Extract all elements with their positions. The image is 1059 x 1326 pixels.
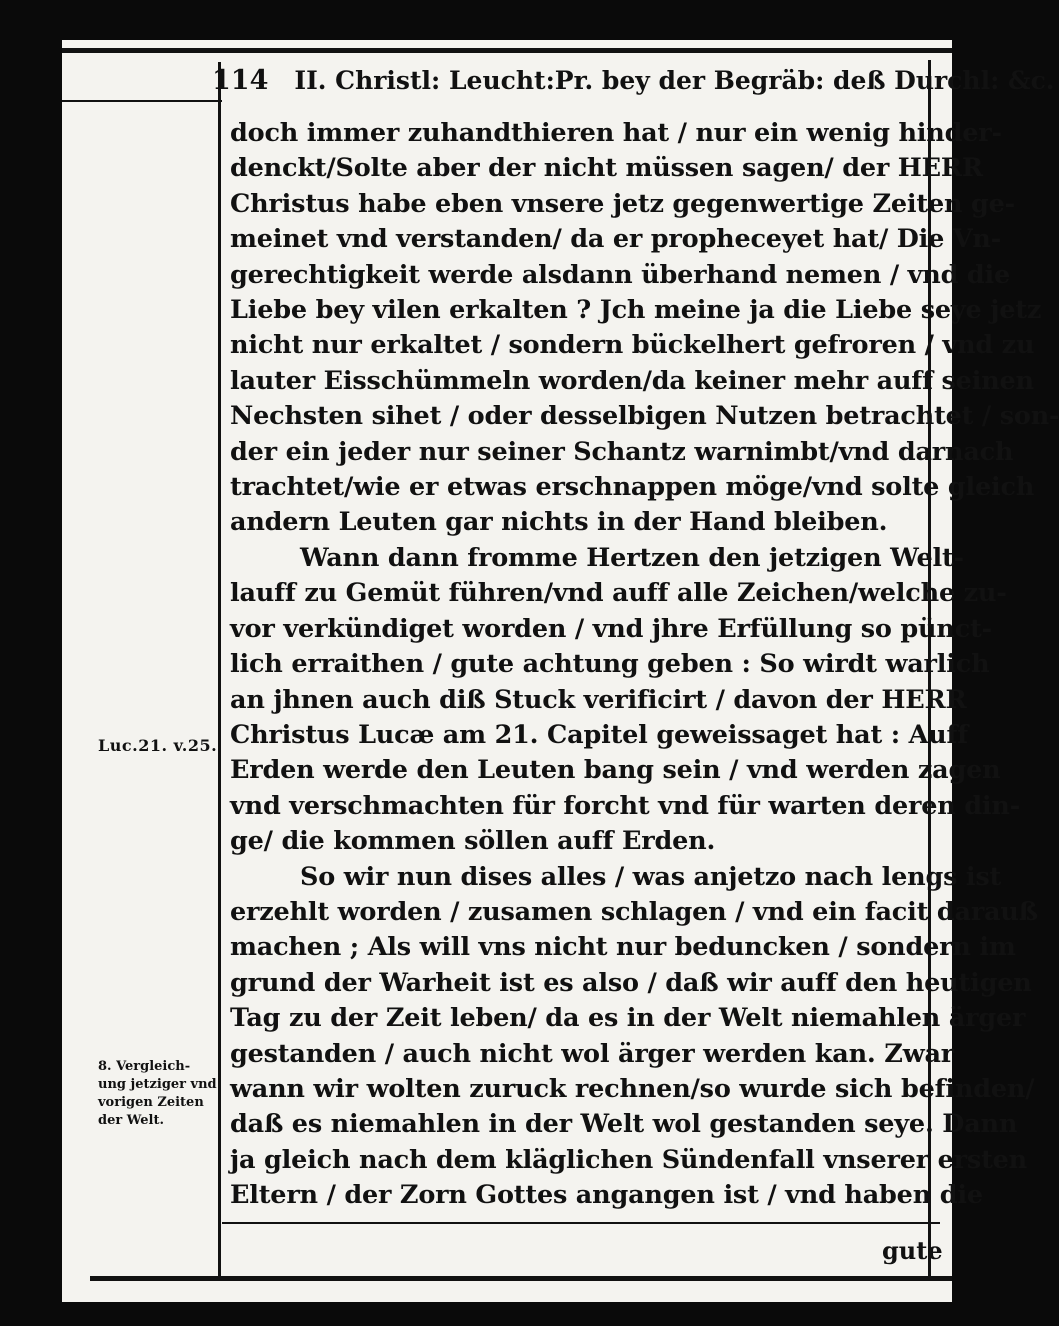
text-line: doch immer zuhandthieren hat / nur ein wenig hinder- bbox=[230, 118, 1002, 148]
text-line: nicht nur erkaltet / sondern bückelhert gefroren / vnd zu bbox=[230, 330, 1035, 361]
text-line: lich erraithen / gute achtung geben : So wirdt warlich bbox=[230, 649, 990, 680]
text-line: Tag zu der Zeit leben/ da es in der Welt niemahlen ärger bbox=[230, 1003, 1026, 1034]
text-line: ge/ die kommen söllen auff Erden. bbox=[230, 826, 716, 857]
book-page bbox=[62, 40, 1059, 1302]
running-header bbox=[212, 60, 1055, 100]
text-line: trachtet/wie er etwas erschnappen möge/vnd solte gleich bbox=[230, 472, 1035, 503]
text-line: der ein jeder nur seiner Schantz warnimbt/vnd darnach bbox=[230, 436, 1014, 467]
text-line: Christus Lucæ am 21. Capitel geweissaget hat : Auff bbox=[230, 719, 969, 750]
paragraph-start: Wann dann fromme Hertzen den jetzigen Welt- bbox=[300, 542, 964, 573]
text-line: lauter Eisschümmeln worden/da keiner mehr auff seinen bbox=[230, 365, 1034, 396]
margin-header-rule bbox=[62, 100, 222, 102]
text-line: gerechtigkeit werde alsdann überhand nemen / vnd die bbox=[230, 259, 1011, 290]
running-title: II. Christl: Leucht:Pr. bey der Begräb: deß Durchl: &c. bbox=[294, 65, 1055, 95]
text-line: grund der Warheit ist es also / daß wir auff den heutigen bbox=[230, 967, 1032, 998]
margin-section-note: 8. Vergleich- ung jetziger vnd vorigen Zeiten der Welt. bbox=[98, 1059, 217, 1128]
text-line: machen ; Als will vns nicht nur beduncken / sondern im bbox=[230, 932, 1016, 963]
text-line: lauff zu Gemüt führen/vnd auff alle Zeichen/welche zu- bbox=[230, 578, 1007, 609]
bottom-rule bbox=[90, 1276, 952, 1281]
text-line: andern Leuten gar nichts in der Hand bleiben. bbox=[230, 507, 888, 538]
text-line: daß es niemahlen in der Welt wol gestanden seye. Dann bbox=[230, 1109, 1018, 1140]
text-line: an jhnen auch diß Stuck verificirt / davon der HERR bbox=[230, 684, 967, 715]
top-rule bbox=[62, 48, 952, 53]
text-line: vnd verschmachten für forcht vnd für warten deren din- bbox=[230, 790, 1021, 821]
text-line: meinet vnd verstanden/ da er propheceyet hat/ Die Vn- bbox=[230, 224, 1002, 255]
text-line: gestanden / auch nicht wol ärger werden kan. Zwar bbox=[230, 1038, 955, 1069]
page-number: 114 bbox=[212, 64, 269, 96]
catchword: gute bbox=[882, 1236, 943, 1265]
body-text bbox=[230, 116, 1059, 1214]
margin-reference: Luc.21. v.25. bbox=[98, 736, 218, 755]
text-line: Eltern / der Zorn Gottes angangen ist / vnd haben die bbox=[230, 1180, 983, 1211]
text-line: denckt/Solte aber der nicht müssen sagen/ der HERR bbox=[230, 153, 983, 184]
text-line: Christus habe eben vnsere jetz gegenwertige Zeiten ge- bbox=[230, 188, 1016, 219]
text-line: ja gleich nach dem kläglichen Sündenfall vnserer ersten bbox=[230, 1144, 1028, 1175]
text-line: erzehlt worden / zusamen schlagen / vnd ein facit darauß bbox=[230, 896, 1038, 927]
text-line: Liebe bey vilen erkalten ? Jch meine ja die Liebe seye jetz bbox=[230, 295, 1042, 326]
text-bottom-rule bbox=[222, 1222, 940, 1224]
paragraph-start: So wir nun dises alles / was anjetzo nach lengs ist bbox=[300, 861, 1002, 892]
text-line: vor verkündiget worden / vnd jhre Erfüllung so pünct- bbox=[230, 613, 992, 644]
text-line: Erden werde den Leuten bang sein / vnd werden zagen bbox=[230, 755, 1001, 786]
column-divider bbox=[218, 62, 221, 1280]
text-line: Nechsten sihet / oder desselbigen Nutzen betrachtet / son- bbox=[230, 401, 1059, 432]
text-line: wann wir wolten zuruck rechnen/so wurde sich befinden/ bbox=[230, 1073, 1035, 1104]
